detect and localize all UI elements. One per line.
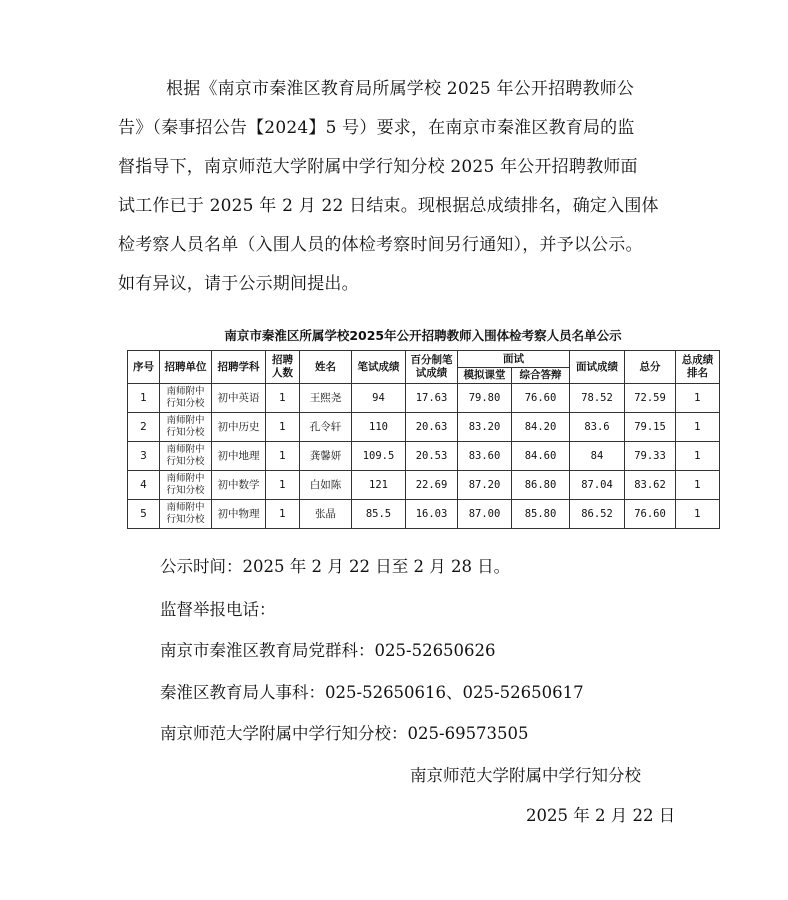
intro-line: 告》（秦事招公告【2024】5 号）要求，在南京市秦淮区教育局的监 <box>118 118 635 138</box>
cell-rank: 1 <box>676 442 720 471</box>
cell-subject: 初中英语 <box>212 384 266 413</box>
cell-name: 孔令轩 <box>300 413 352 442</box>
cell-written: 110 <box>352 413 406 442</box>
header-defense: 综合答辩 <box>512 368 570 384</box>
cell-total: 79.15 <box>625 413 676 442</box>
intro-line: 试工作已于 2025 年 2 月 22 日结束。现根据总成绩排名，确定入围体 <box>118 196 659 216</box>
cell-subject: 初中地理 <box>212 442 266 471</box>
cell-interview-score: 87.04 <box>570 471 625 500</box>
table-row <box>128 471 720 500</box>
header-mock: 模拟课堂 <box>458 368 512 384</box>
cell-interview-score: 86.52 <box>570 500 625 529</box>
cell-rank: 1 <box>676 384 720 413</box>
table-row <box>128 384 720 413</box>
header-total: 总分 <box>625 351 676 384</box>
cell-subject: 初中物理 <box>212 500 266 529</box>
notice-period: 公示时间：2025 年 2 月 22 日至 2 月 28 日。 <box>160 557 511 576</box>
candidate-table-section <box>127 322 719 529</box>
header-name: 姓名 <box>300 351 352 384</box>
cell-unit: 南师附中 行知分校 <box>160 413 212 442</box>
table-row <box>128 413 720 442</box>
table-row <box>128 500 720 529</box>
cell-count: 1 <box>266 471 300 500</box>
cell-seq: 3 <box>128 442 160 471</box>
cell-name: 白如陈 <box>300 471 352 500</box>
header-count: 招聘 人数 <box>266 351 300 384</box>
cell-total: 76.60 <box>625 500 676 529</box>
hotline-title: 监督举报电话： <box>160 600 276 619</box>
candidate-table <box>127 350 720 529</box>
cell-rank: 1 <box>676 413 720 442</box>
cell-subject: 初中历史 <box>212 413 266 442</box>
hotline-item: 南京市秦淮区教育局党群科：025-52650626 <box>160 641 496 660</box>
cell-total: 72.59 <box>625 384 676 413</box>
cell-rank: 1 <box>676 471 720 500</box>
cell-unit: 南师附中 行知分校 <box>160 442 212 471</box>
cell-count: 1 <box>266 384 300 413</box>
cell-mock: 79.80 <box>458 384 512 413</box>
cell-name: 王熙尧 <box>300 384 352 413</box>
cell-mock: 87.20 <box>458 471 512 500</box>
cell-unit: 南师附中 行知分校 <box>160 471 212 500</box>
cell-pct: 20.63 <box>406 413 458 442</box>
cell-pct: 22.69 <box>406 471 458 500</box>
cell-defense: 84.60 <box>512 442 570 471</box>
signature-org: 南京师范大学附属中学行知分校 <box>410 766 641 785</box>
cell-interview-score: 78.52 <box>570 384 625 413</box>
cell-interview-score: 84 <box>570 442 625 471</box>
cell-total: 79.33 <box>625 442 676 471</box>
header-subject: 招聘学科 <box>212 351 266 384</box>
header-rank: 总成绩 排名 <box>676 351 720 384</box>
header-pct: 百分制笔 试成绩 <box>406 351 458 384</box>
cell-written: 121 <box>352 471 406 500</box>
cell-defense: 85.80 <box>512 500 570 529</box>
cell-mock: 83.60 <box>458 442 512 471</box>
cell-written: 94 <box>352 384 406 413</box>
cell-seq: 1 <box>128 384 160 413</box>
header-seq: 序号 <box>128 351 160 384</box>
cell-unit: 南师附中 行知分校 <box>160 500 212 529</box>
intro-paragraph <box>118 70 678 304</box>
cell-seq: 2 <box>128 413 160 442</box>
table-title: 南京市秦淮区所属学校2025年公开招聘教师入围体检考察人员名单公示 <box>224 328 622 343</box>
cell-rank: 1 <box>676 500 720 529</box>
cell-written: 85.5 <box>352 500 406 529</box>
cell-subject: 初中数学 <box>212 471 266 500</box>
header-interview-score: 面试成绩 <box>570 351 625 384</box>
intro-line: 根据《南京市秦淮区教育局所属学校 2025 年公开招聘教师公 <box>166 79 635 99</box>
cell-pct: 20.53 <box>406 442 458 471</box>
cell-total: 83.62 <box>625 471 676 500</box>
cell-pct: 17.63 <box>406 384 458 413</box>
cell-unit: 南师附中 行知分校 <box>160 384 212 413</box>
hotline-item: 南京师范大学附属中学行知分校：025-69573505 <box>160 724 529 743</box>
cell-defense: 76.60 <box>512 384 570 413</box>
intro-line: 如有异议，请于公示期间提出。 <box>118 274 359 294</box>
cell-name: 张晶 <box>300 500 352 529</box>
intro-line: 检考察人员名单（入围人员的体检考察时间另行通知），并予以公示。 <box>118 235 643 255</box>
cell-defense: 86.80 <box>512 471 570 500</box>
cell-name: 龚馨妍 <box>300 442 352 471</box>
signature-date: 2025 年 2 月 22 日 <box>526 806 676 825</box>
table-row <box>128 442 720 471</box>
cell-pct: 16.03 <box>406 500 458 529</box>
cell-mock: 83.20 <box>458 413 512 442</box>
cell-defense: 84.20 <box>512 413 570 442</box>
cell-seq: 4 <box>128 471 160 500</box>
header-written: 笔试成绩 <box>352 351 406 384</box>
cell-written: 109.5 <box>352 442 406 471</box>
hotline-item: 秦淮区教育局人事科：025-52650616、025-52650617 <box>160 683 584 702</box>
cell-seq: 5 <box>128 500 160 529</box>
cell-interview-score: 83.6 <box>570 413 625 442</box>
cell-count: 1 <box>266 413 300 442</box>
header-interview: 面试 <box>458 351 570 368</box>
cell-count: 1 <box>266 500 300 529</box>
cell-mock: 87.00 <box>458 500 512 529</box>
cell-count: 1 <box>266 442 300 471</box>
intro-line: 督指导下，南京师范大学附属中学行知分校 2025 年公开招聘教师面 <box>118 157 638 177</box>
header-unit: 招聘单位 <box>160 351 212 384</box>
